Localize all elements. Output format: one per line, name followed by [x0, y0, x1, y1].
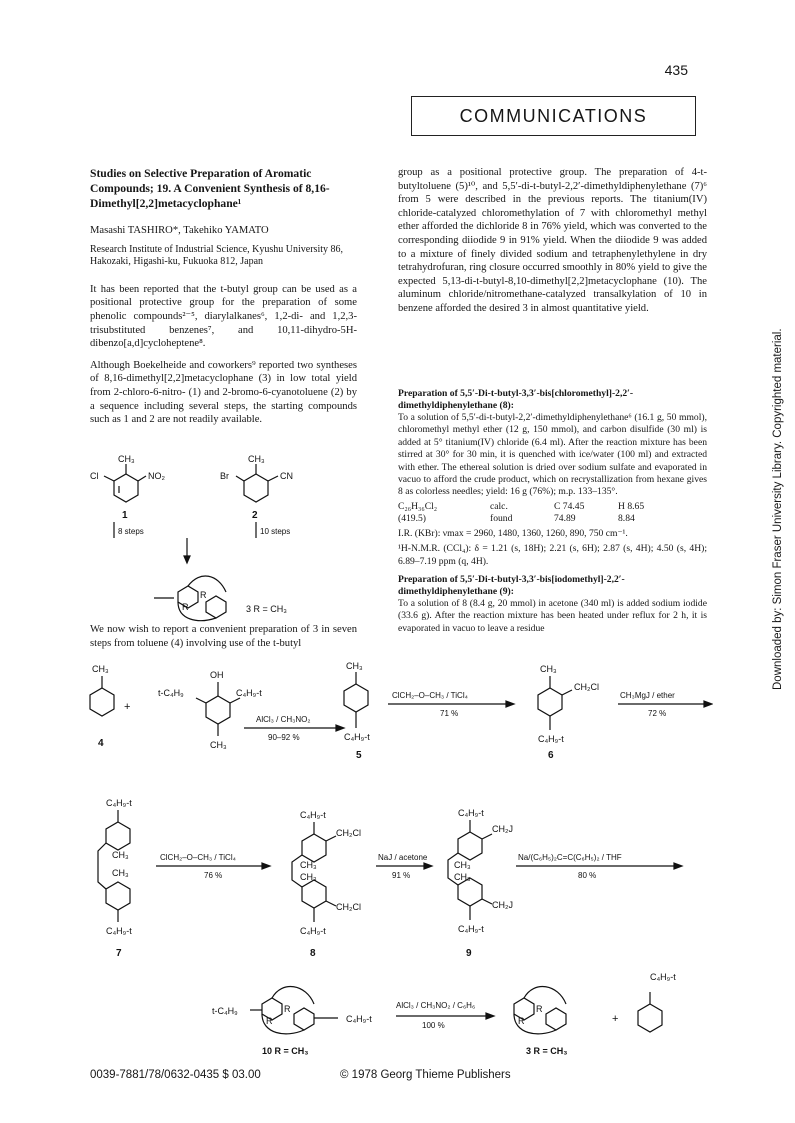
yield-2: 71 % [440, 709, 459, 718]
authors: Masashi TASHIRO*, Takehiko YAMATO [90, 225, 269, 236]
yield-2: 91 % [392, 871, 411, 880]
table-row [398, 513, 652, 525]
compound-3-label: 3 R = CH₃ [246, 604, 287, 614]
ch3-label-2: CH₃ [248, 454, 265, 464]
ch3-label-6: CH₃ [454, 872, 471, 882]
page-number: 435 [664, 62, 688, 78]
ch3-label-3: CH₃ [300, 860, 317, 870]
steps-10-label: 10 steps [260, 527, 291, 536]
footer-copyright: © 1978 Georg Thieme Publishers [340, 1069, 511, 1081]
tbu-label-4: C₄H₉-t [300, 926, 326, 936]
compound-10-label: 10 R = CH₃ [262, 1046, 309, 1056]
scheme-toluene-to-6 [88, 660, 713, 792]
br-label: Br [220, 471, 229, 481]
elemental-analysis-table [398, 501, 652, 525]
tbu-label-2: C₄H₉-t [106, 926, 132, 936]
condition-3: Na/(C₆H₅)₂C=C(C₆H₅)₂ / THF [518, 853, 622, 862]
tbu-label-5: C₄H₉-t [458, 808, 484, 818]
steps-8-label: 8 steps [118, 527, 144, 536]
ch3-label: CH₃ [92, 664, 109, 674]
affiliation: Research Institute of Industrial Science, Kyushu University 86, Hakozaki, Higashi-ku, Fukuoka 812, Japan [90, 243, 343, 268]
ch3-label: CH₃ [112, 850, 129, 860]
table-cell: C₂₆H₃₆Cl₂ [398, 500, 438, 512]
ch3-label-5: CH₃ [454, 860, 471, 870]
r-label-bottom: R [182, 602, 189, 612]
tbu-label-benzene: C₄H₉-t [650, 972, 676, 982]
right-column [398, 166, 707, 316]
compound-7-label: 7 [116, 948, 122, 959]
r-label-top: R [200, 590, 207, 600]
condition-1: ClCH₂–O–CH₃ / TiCl₄ [160, 853, 236, 862]
ch3-label-4: CH₃ [540, 664, 557, 674]
table-cell: found [490, 512, 513, 524]
scheme-7-to-9 [88, 796, 713, 968]
section-header: COMMUNICATIONS [411, 96, 696, 136]
tbu-left-label: t-C₄H₉ [212, 1006, 238, 1016]
scheme-starting-compounds [88, 452, 360, 640]
paragraph-intro-wrap [90, 623, 357, 650]
ir-data: I.R. (KBr): νmax = 2960, 1480, 1360, 1260, 890, 750 cm⁻¹. [398, 527, 628, 539]
compound-6-label: 6 [548, 750, 554, 761]
tbu-label-5: C₄H₉-t [344, 732, 370, 742]
experimental-heading-8: Preparation of 5,5′-Di-t-butyl-3,3′-bis[chloromethyl]-2,2′-dimethyldiphenylethane (8): [398, 388, 634, 411]
compound-4-label: 4 [98, 738, 104, 749]
experimental-body-9: To a solution of 8 (8.4 g, 20 mmol) in acetone (340 ml) is added sodium iodide (33.6 g). After the reaction mixture has been heated under reflux for 2 h, it is evaporated in vacuo to leave a residue [398, 598, 707, 634]
tbu-right-label: C₄H₉-t [346, 1014, 372, 1024]
paragraph-background: Although Boekelheide and coworkers⁹ reported two syntheses of 8,16-dimethyl[2,2]metacyclophane (3) in low total yield from 2-chloro-6-nitro- (1) and 2-bromo-6-cyanotoluene (2) by a sequence including several steps, the starting compounds such as 1 and 2 are not readily available. [90, 359, 357, 426]
plus-sign: + [124, 701, 131, 713]
table-cell: H 8.65 [618, 500, 645, 512]
table-cell: (419.5) [398, 512, 426, 524]
condition-1: AlCl₃ / CH₃NO₂ [256, 715, 311, 724]
compound-5-label: 5 [356, 750, 362, 761]
table-cell: 8.84 [618, 512, 635, 524]
compound-9-label: 9 [466, 948, 472, 959]
r-label-bottom-2: R [518, 1016, 525, 1026]
ch3-label-2: CH₃ [210, 740, 227, 750]
paragraph-intro: It has been reported that the t-butyl group can be used as a positional protective group for the preparation of some phenolic compounds²⁻⁵, diarylalkanes⁶, 1,2-di- and 1,2,3-trisubstituted benzenes⁷, and 10,11-dihydro-5H-dibenzo[a,d]cycloheptene⁸. [90, 283, 357, 350]
footer-code: 0039-7881/78/0632-0435 $ 03.00 [90, 1069, 261, 1081]
plus-sign: + [612, 1013, 619, 1025]
condition-2: NaJ / acetone [378, 853, 428, 862]
oh-label: OH [210, 670, 224, 680]
ch3-label-3: CH₃ [346, 661, 363, 671]
ch2cl-label: CH₂Cl [574, 682, 599, 692]
table-row [398, 501, 652, 513]
tbu-left-label: t-C₄H₉ [158, 688, 184, 698]
cl-label: Cl [90, 471, 99, 481]
ch2j-label: CH₂J [492, 824, 513, 834]
condition-2: ClCH₂–O–CH₃ / TiCl₄ [392, 691, 468, 700]
scheme-10-to-3 [210, 966, 710, 1064]
yield-3: 72 % [648, 709, 667, 718]
compound-2-label: 2 [252, 510, 258, 521]
yield: 100 % [422, 1021, 445, 1030]
ch3-label-2: CH₃ [112, 868, 129, 878]
experimental-heading-9: Preparation of 5,5′-Di-t-butyl-3,3′-bis[iodomethyl]-2,2′-dimethyldiphenylethane (9): [398, 574, 625, 598]
table-cell: C 74.45 [554, 500, 585, 512]
tbu-label-6: C₄H₉-t [538, 734, 564, 744]
ch3-label: CH₃ [118, 454, 135, 464]
ch2cl-label-2: CH₂Cl [336, 902, 361, 912]
ch2cl-label: CH₂Cl [336, 828, 361, 838]
experimental-section [398, 388, 707, 635]
no2-label: NO₂ [148, 471, 165, 481]
nmr-data: ¹H-N.M.R. (CCl₄): δ = 1.21 (s, 18H); 2.21 (s, 6H); 2.87 (s, 4H); 4.50 (s, 4H); 6.89–7.19 ppm (q, 4H). [398, 543, 707, 567]
paragraph-synthesis: group as a positional protective group. The preparation of 4-t-butyltoluene (5)¹⁰, and 5,5′-di-t-butyl-2,2′-dimethyldiphenylethane (7)⁶ from 5 were described in the previous reports. The titanium(IV) chloride-catalyzed chloromethylation of 7 with chloromethyl methyl ether afforded the dichloride 8 in 76% yield, which was converted to the corresponding diiodide 9 in 91% yield. When the diiodide 9 was added to a mixture of finely divided sodium and tetraphenylethylene in dry tetrahydrofuran, ring closure occurred smoothly in 80% yield to give the expected 5,13-di-t-butyl-8,10-dimethyl[2,2]metacyclophane (10). The aluminum chloride/nitromethane-catalyzed transalkylation of 10 in benzene afforded the desired 3 in almost quantitative yield. [398, 167, 707, 314]
compound-3-label: 3 R = CH₃ [526, 1046, 568, 1056]
ch3-label-4: CH₃ [300, 872, 317, 882]
experimental-body-8: To a solution of 5,5′-di-t-butyl-2,2′-dimethyldiphenylethane⁶ (16.1 g, 50 mmol), chloromethyl methyl ether (12 g, 150 mmol), and carbon disulfide (30 ml) is added at 5° titanium(IV) chloride (6.4 ml). After the reaction mixture has been stirred at 30° for 30 min, it is quenched with ice/water (100 ml) and extracted with ether. The ethereal solution is dried over sodium sulfate and evaporated in vacuo to afford the crude product, which on recrystallization from hexane gives 8 as colorless needles; yield: 16 g (76%); m.p. 133–135°. [398, 412, 707, 498]
table-cell: 74.89 [554, 512, 576, 524]
cn-label: CN [280, 471, 293, 481]
r-label-bottom: R [266, 1016, 273, 1026]
tbu-right-label: C₄H₉-t [236, 688, 262, 698]
r-label-top-2: R [536, 1004, 543, 1014]
condition-3: CH₃MgJ / ether [620, 691, 675, 700]
tbu-label-6: C₄H₉-t [458, 924, 484, 934]
compound-1-label: 1 [122, 510, 128, 521]
yield-3: 80 % [578, 871, 597, 880]
table-cell: calc. [490, 500, 508, 512]
article-title: Studies on Selective Preparation of Aromatic Compounds; 19. A Convenient Synthesis of 8,16-Dimethyl[2,2]metacyclophane¹ [90, 167, 330, 210]
compound-8-label: 8 [310, 948, 316, 959]
yield-1: 76 % [204, 871, 223, 880]
condition: AlCl₃ / CH₃NO₂ / C₆H₆ [396, 1001, 476, 1010]
download-notice: Downloaded by: Simon Fraser University Library. Copyrighted material. [772, 328, 784, 690]
left-column [90, 166, 357, 427]
r-label-top: R [284, 1004, 291, 1014]
tbu-label-3: C₄H₉-t [300, 810, 326, 820]
yield-1: 90–92 % [268, 733, 300, 742]
ch2j-label-2: CH₂J [492, 900, 513, 910]
tbu-label: C₄H₉-t [106, 798, 132, 808]
paragraph-aim: We now wish to report a convenient preparation of 3 in seven steps from toluene (4) involving use of the t-butyl [90, 624, 357, 649]
